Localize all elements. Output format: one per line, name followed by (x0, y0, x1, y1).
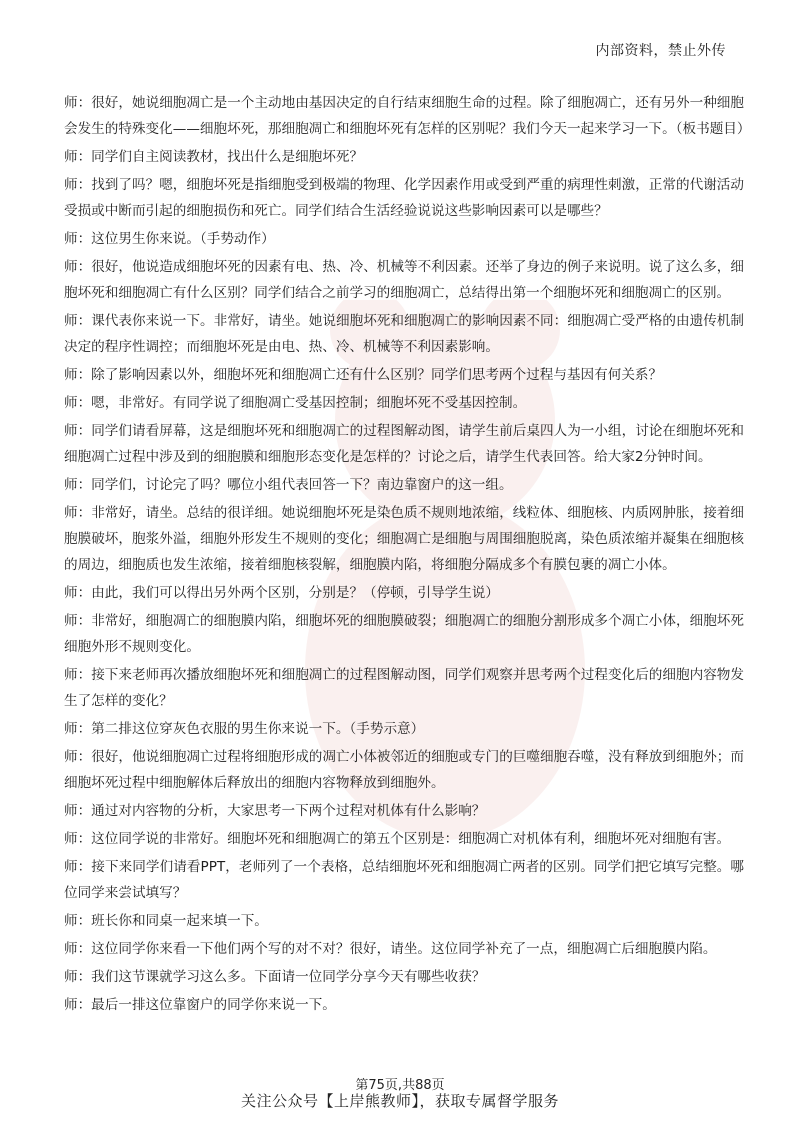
transcript-paragraph: 师：接下来老师再次播放细胞坏死和细胞凋亡的过程图解动图，同学们观察并思考两个过程变化后的细胞内容物发生了怎样的变化？ (64, 667, 744, 709)
transcript-paragraph: 师：非常好，请坐。总结的很详细。她说细胞坏死是染色质不规则地浓缩，线粒体、细胞核、内质网肿胀，接着细胞膜破坏，胞浆外溢，细胞外形发生不规则的变化；细胞凋亡是细胞与周围细胞脱离，染色质浓缩并凝集在细胞核的周边，细胞质也发生浓缩，接着细胞核裂解，细胞膜内陷，将细胞分隔成多个有膜包裹的凋亡小体。 (64, 505, 744, 573)
transcript-paragraph: 师：很好，他说细胞凋亡过程将细胞形成的凋亡小体被邻近的细胞或专门的巨噬细胞吞噬，没有释放到细胞外；而细胞坏死过程中细胞解体后释放出的细胞内容物释放到细胞外。 (64, 749, 744, 791)
transcript-paragraph: 师：嗯，非常好。有同学说了细胞凋亡受基因控制；细胞坏死不受基因控制。 (64, 395, 527, 411)
transcript-paragraph: 师：很好，他说造成细胞坏死的因素有电、热、冷、机械等不利因素。还举了身边的例子来说明。说了这么多，细胞坏死和细胞凋亡有什么区别？同学们结合之前学习的细胞凋亡，总结得出第一个细胞坏死和细胞凋亡的区别。 (64, 259, 744, 301)
follow-account-note: 关注公众号【上岸熊教师】，获取专属督学服务 (240, 1092, 559, 1110)
transcript-paragraph: 师：除了影响因素以外，细胞坏死和细胞凋亡还有什么区别？同学们思考两个过程与基因有何关系？ (64, 367, 663, 383)
confidential-note: 内部资料，禁止外传 (595, 43, 726, 59)
transcript-paragraph: 师：接下来同学们请看PPT，老师列了一个表格，总结细胞坏死和细胞凋亡两者的区别。同学们把它填写完整。哪位同学来尝试填写？ (64, 859, 744, 901)
page-number: 第75页,共88页 (355, 1078, 445, 1093)
transcript-paragraph: 师：这位男生你来说。（手势动作） (64, 231, 275, 247)
transcript-paragraph: 师：同学们自主阅读教材，找出什么是细胞坏死？ (64, 149, 364, 165)
transcript-paragraph: 师：非常好，细胞凋亡的细胞膜内陷，细胞坏死的细胞膜破裂；细胞凋亡的细胞分割形成多个凋亡小体，细胞坏死细胞外形不规则变化。 (64, 613, 744, 655)
transcript-paragraph: 师：由此，我们可以得出另外两个区别，分别是？（停顿，引导学生说） (64, 585, 499, 601)
transcript-paragraph: 师：这位同学你来看一下他们两个写的对不对？很好，请坐。这位同学补充了一点，细胞凋亡后细胞膜内陷。 (64, 941, 717, 957)
transcript-paragraph: 师：最后一排这位靠窗户的同学你来说一下。 (64, 997, 336, 1013)
transcript-paragraph: 师：找到了吗？嗯，细胞坏死是指细胞受到极端的物理、化学因素作用或受到严重的病理性刺激，正常的代谢活动受损或中断而引起的细胞损伤和死亡。同学们结合生活经验说说这些影响因素可以是哪些？ (64, 177, 744, 219)
transcript-paragraph: 师：同学们请看屏幕，这是细胞坏死和细胞凋亡的过程图解动图，请学生前后桌四人为一小组，讨论在细胞坏死和细胞凋亡过程中涉及到的细胞膜和细胞形态变化是怎样的？讨论之后，请学生代表回答。给大家2分钟时间。 (64, 423, 744, 465)
transcript-paragraph: 师：同学们，讨论完了吗？哪位小组代表回答一下？南边靠窗户的这一组。 (64, 477, 513, 493)
transcript-paragraph: 师：第二排这位穿灰色衣服的男生你来说一下。（手势示意） (64, 721, 425, 737)
transcript-paragraph: 师：课代表你来说一下。非常好，请坐。她说细胞坏死和细胞凋亡的影响因素不同：细胞凋亡受严格的由遗传机制决定的程序性调控；而细胞坏死是由电、热、冷、机械等不利因素影响。 (64, 313, 744, 355)
transcript-paragraph: 师：我们这节课就学习这么多。下面请一位同学分享今天有哪些收获？ (64, 969, 486, 985)
transcript-paragraph: 师：通过对内容物的分析，大家思考一下两个过程对机体有什么影响？ (64, 803, 486, 819)
transcript-paragraph: 师：班长你和同桌一起来填一下。 (64, 913, 268, 929)
transcript-paragraph: 师：很好，她说细胞凋亡是一个主动地由基因决定的自行结束细胞生命的过程。除了细胞凋亡，还有另外一种细胞会发生的特殊变化——细胞坏死，那细胞凋亡和细胞坏死有怎样的区别呢？我们今天一起来学习一下。（板书题目） (64, 95, 751, 137)
transcript-paragraph: 师：这位同学说的非常好。细胞坏死和细胞凋亡的第五个区别是：细胞凋亡对机体有利，细胞坏死对细胞有害。 (64, 831, 731, 847)
transcript-body (64, 90, 751, 1020)
